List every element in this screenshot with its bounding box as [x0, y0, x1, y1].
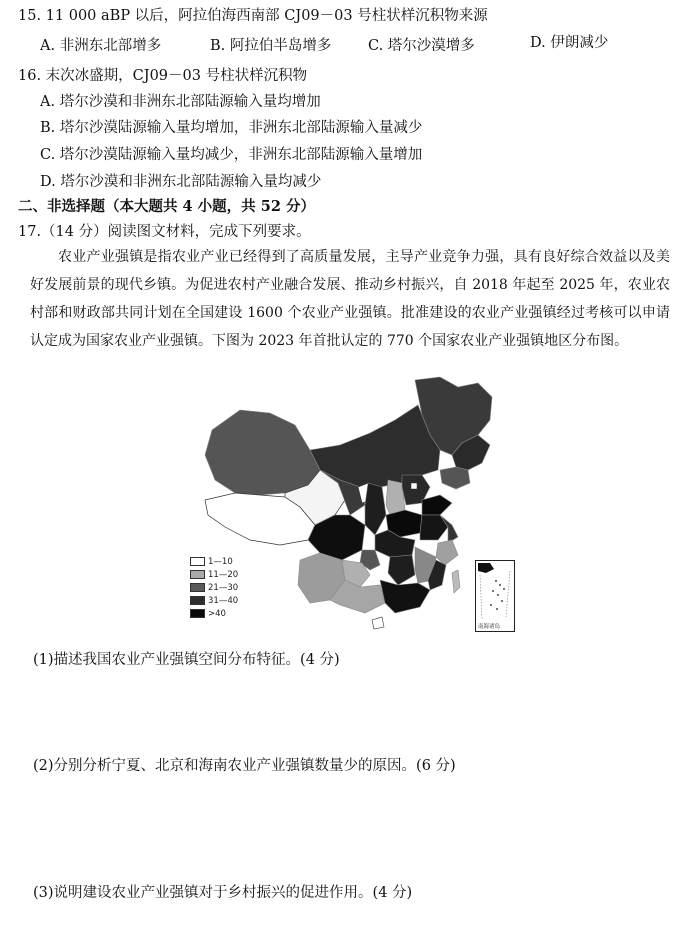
q16-option-a: A. 塔尔沙漠和非洲东北部陆源输入量均增加: [40, 94, 321, 110]
q16-option-d: D. 塔尔沙漠和非洲东北部陆源输入量均减少: [40, 174, 322, 190]
legend-item: [190, 568, 238, 581]
china-map-graphic: [190, 375, 515, 633]
question-15-stem: 15. 11 000 aBP 以后，阿拉伯海西南部 CJ09－03 号柱状样沉积物来源: [18, 8, 488, 24]
q17-sub-question-3: (3)说明建设农业产业强镇对于乡村振兴的促进作用。(4 分): [33, 885, 413, 901]
q17-material-paragraph: 农业产业强镇是指农业产业已经得到了高质量发展，主导产业竞争力强，具有良好综合效益以及美好发展前景的现代乡镇。为促进农村产业融合发展、推动乡村振兴，自 2018 年起至 2025 年，农业农村部和财政部共同计划在全国建设 1600 个农业产业强镇。批准建设的农业产业强镇经过考核可以申请认定成为国家农业产业强镇。下图为 2023 年首批认定的 770 个国家农业产业强镇地区分布图。: [30, 249, 670, 349]
q15-option-b: B. 阿拉伯半岛增多: [210, 38, 332, 54]
q15-option-a: A. 非洲东北部增多: [40, 38, 162, 54]
map-legend: [190, 555, 238, 620]
legend-swatch-over-40: [190, 609, 205, 618]
inset-islands-graphic: [476, 561, 514, 631]
legend-label: 21—30: [208, 582, 239, 593]
legend-label: 11—20: [208, 569, 239, 580]
q15-option-d: D. 伊朗减少: [530, 35, 609, 51]
q16-option-c: C. 塔尔沙漠陆源输入量均减少，非洲东北部陆源输入量增加: [40, 147, 423, 163]
legend-swatch-21-30: [190, 583, 205, 592]
q15-option-c: C. 塔尔沙漠增多: [368, 38, 475, 54]
legend-swatch-11-20: [190, 570, 205, 579]
inset-label: 南海诸岛: [478, 624, 501, 630]
question-17-stem: 17.（14 分）阅读图文材料，完成下列要求。: [18, 224, 311, 240]
q16-option-b: B. 塔尔沙漠陆源输入量均增加，非洲东北部陆源输入量减少: [40, 120, 423, 136]
legend-item: [190, 581, 238, 594]
legend-swatch-1-10: [190, 557, 205, 566]
q17-sub-question-2: (2)分别分析宁夏、北京和海南农业产业强镇数量少的原因。(6 分): [33, 758, 456, 774]
legend-item: [190, 555, 238, 568]
legend-label: >40: [208, 608, 226, 619]
china-distribution-map: [190, 375, 515, 633]
legend-swatch-31-40: [190, 596, 205, 605]
section-2-title: 二、非选择题（本大题共 4 小题，共 52 分）: [18, 198, 315, 215]
south-china-sea-inset: [475, 560, 515, 632]
legend-label: 31—40: [208, 595, 239, 606]
legend-item: [190, 594, 238, 607]
question-16-stem: 16. 末次冰盛期，CJ09－03 号柱状样沉积物: [18, 68, 308, 84]
legend-item: [190, 607, 238, 620]
q17-sub-question-1: (1)描述我国农业产业强镇空间分布特征。(4 分): [33, 652, 340, 668]
legend-label: 1—10: [208, 556, 233, 567]
